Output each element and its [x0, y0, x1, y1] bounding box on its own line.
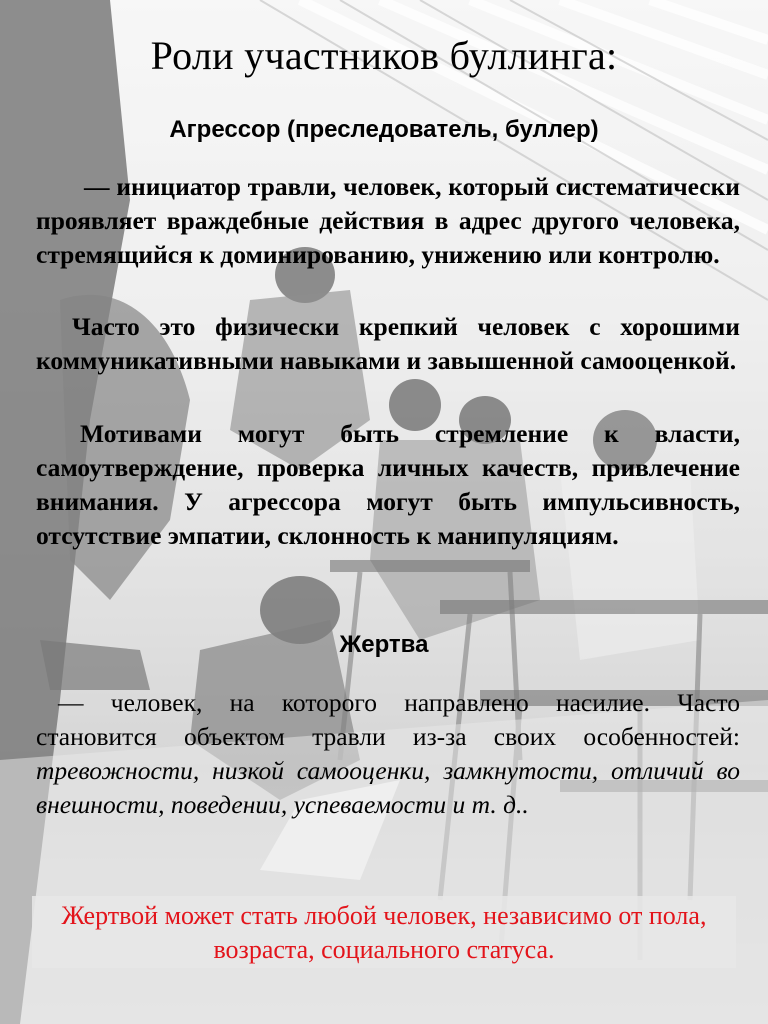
aggressor-traits: Часто это физически крепкий человек с хорошими коммуникативными навыками и завышенной самооценкой. — [36, 312, 740, 375]
page-title: Роли участников буллинга: — [150, 33, 618, 78]
victim-definition — [36, 686, 740, 822]
aggressor-definition: — инициатор травли, человек, который систематически проявляет враждебные действия в адрес другого человека, стремящийся к доминированию, унижению или контролю. — [36, 172, 740, 269]
aggressor-motives: Мотивами могут быть стремление к власти, самоутверждение, проверка личных качеств, привлечение внимания. У агрессора могут быть импульсивность, отсутствие эмпатии, склонность к манипуляциям. — [36, 419, 740, 550]
victim-heading: Жертва — [339, 631, 429, 658]
victim-definition-traits: тревожности, низкой самооценки, замкнутости, отличий во внешности, поведении, успеваемости и т. д.. — [36, 756, 740, 819]
victim-definition-lead: — человек, на которого направлено насилие. Часто становится объектом травли из-за своих особенностей: — [36, 688, 740, 751]
aggressor-heading: Агрессор (преследователь, буллер) — [169, 116, 599, 143]
victim-callout: Жертвой может стать любой человек, независимо от пола, возраста, социального статуса. — [32, 896, 736, 968]
